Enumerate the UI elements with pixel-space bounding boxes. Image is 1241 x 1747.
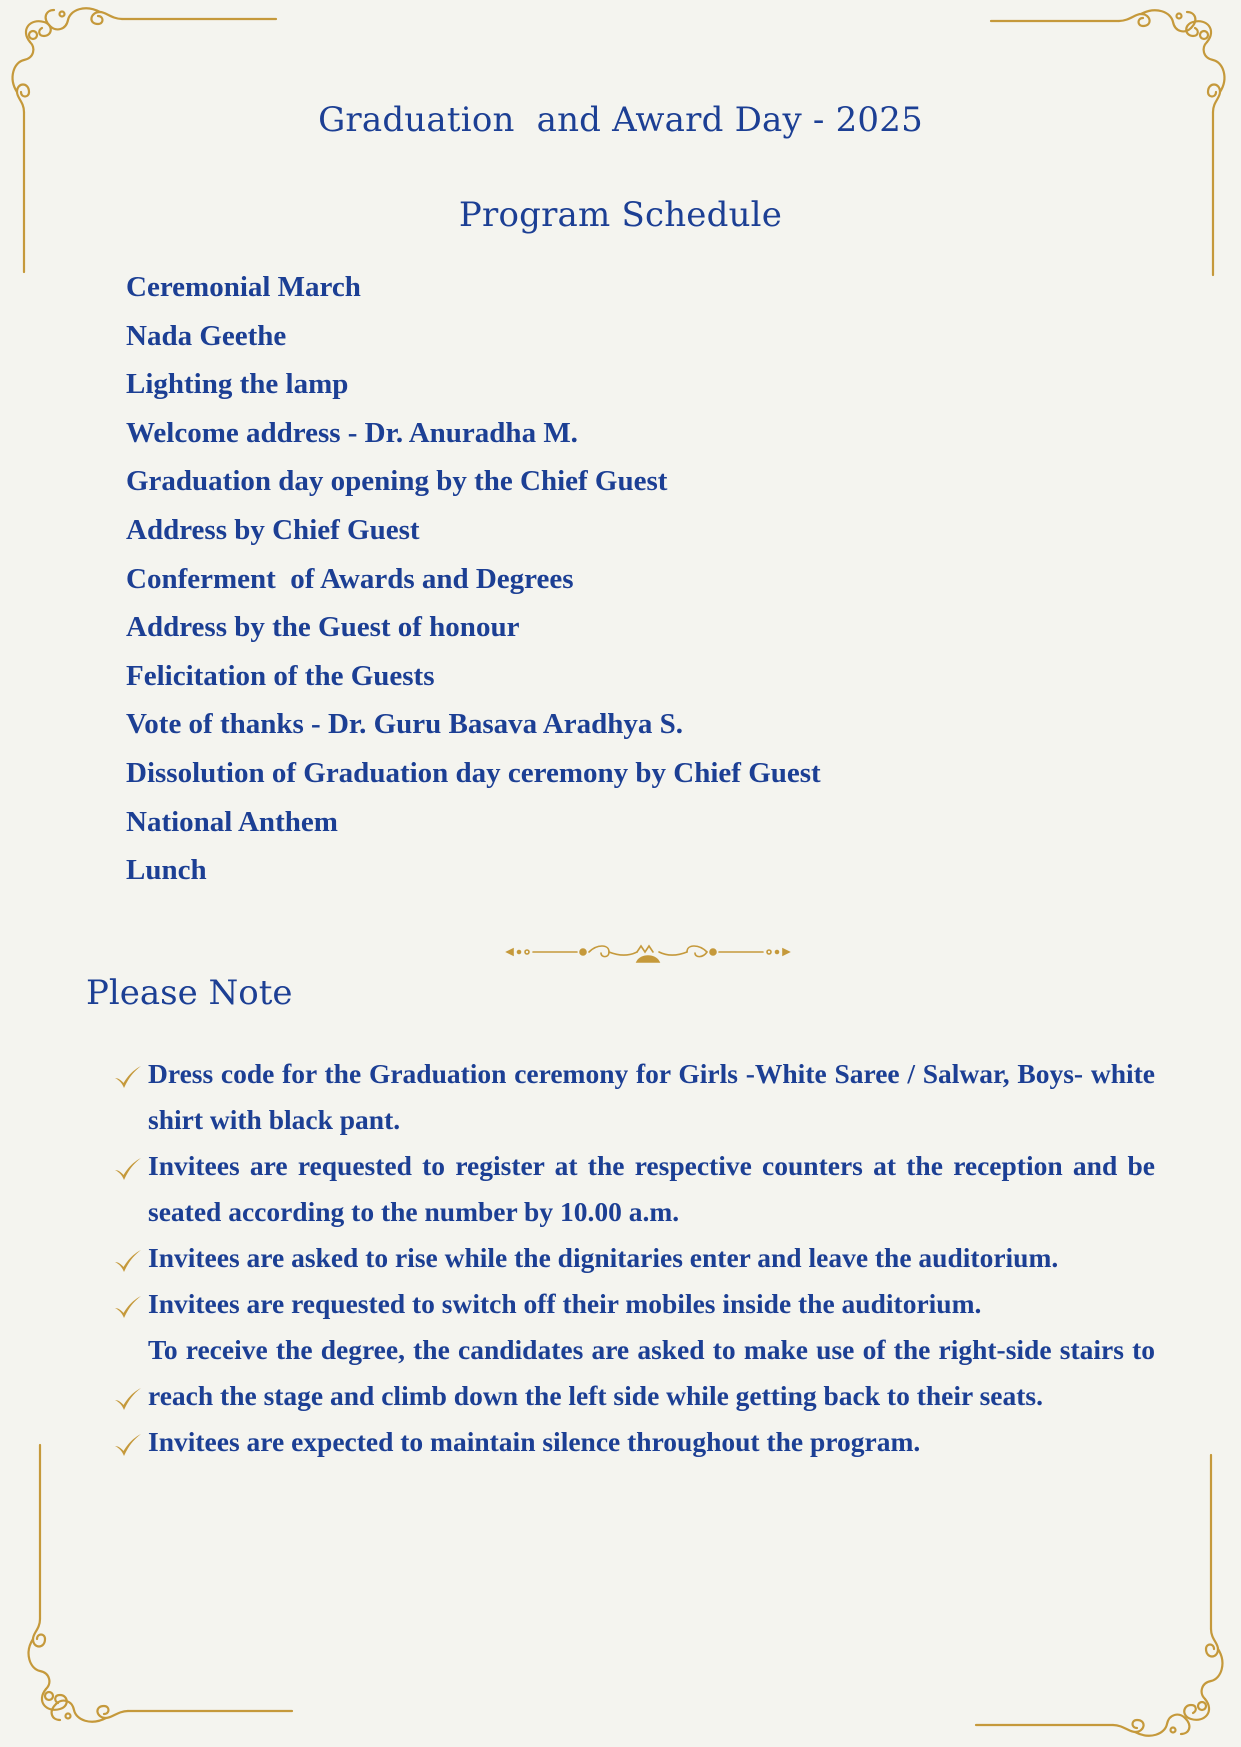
please-note-heading: Please Note — [86, 973, 293, 1013]
note-text: To receive the degree, the candidates are asked to make use of the right-side stairs to reach the stage and climb down the left side while getting back to their seats. — [148, 1334, 1155, 1411]
note-item — [112, 1419, 1155, 1465]
schedule-item: Address by the Guest of honour — [126, 611, 520, 644]
check-icon — [112, 1430, 142, 1460]
ornamental-divider-icon — [505, 940, 791, 976]
check-icon — [112, 1292, 142, 1322]
program-schedule-list — [126, 266, 821, 898]
note-item — [112, 1143, 1155, 1235]
schedule-item: Nada Geethe — [126, 319, 287, 352]
page-title: Graduation and Award Day - 2025 — [318, 100, 923, 140]
corner-flourish-bottom-right-icon — [941, 1447, 1241, 1747]
schedule-item: Conferment of Awards and Degrees — [126, 562, 574, 595]
check-icon — [112, 1062, 142, 1092]
note-item — [112, 1281, 1155, 1327]
notes-list — [112, 1051, 1155, 1465]
schedule-item: Felicitation of the Guests — [126, 659, 435, 692]
schedule-item: Welcome address - Dr. Anuradha M. — [126, 416, 578, 449]
schedule-item: Lunch — [126, 854, 207, 887]
note-text: Invitees are requested to register at the respective counters at the reception and be seated according to the number by 10.00 a.m. — [148, 1150, 1155, 1227]
schedule-item: Ceremonial March — [126, 271, 361, 303]
schedule-item: Lighting the lamp — [126, 368, 349, 401]
page-subtitle: Program Schedule — [458, 195, 783, 235]
note-item — [112, 1327, 1155, 1419]
note-item — [112, 1051, 1155, 1143]
schedule-item: Vote of thanks - Dr. Guru Basava Aradhya S. — [126, 708, 684, 741]
corner-flourish-bottom-left-icon — [0, 1437, 300, 1747]
schedule-item: Graduation day opening by the Chief Guest — [126, 465, 668, 498]
schedule-item: Dissolution of Graduation day ceremony by Chief Guest — [126, 756, 821, 789]
corner-flourish-top-left-icon — [0, 0, 290, 280]
note-item — [112, 1235, 1155, 1281]
note-text: Invitees are expected to maintain silence throughout the program. — [148, 1426, 921, 1457]
note-text: Dress code for the Graduation ceremony for Girls -White Saree / Salwar, Boys- white shirt with black pant. — [148, 1058, 1155, 1135]
schedule-item: National Anthem — [126, 805, 338, 838]
note-text: Invitees are asked to rise while the dignitaries enter and leave the auditorium. — [148, 1242, 1059, 1273]
schedule-item: Address by Chief Guest — [126, 513, 420, 546]
check-icon — [112, 1246, 142, 1276]
corner-flourish-top-right-icon — [951, 0, 1241, 280]
note-text: Invitees are requested to switch off their mobiles inside the auditorium. — [148, 1288, 982, 1319]
check-icon — [112, 1384, 142, 1414]
check-icon — [112, 1154, 142, 1184]
